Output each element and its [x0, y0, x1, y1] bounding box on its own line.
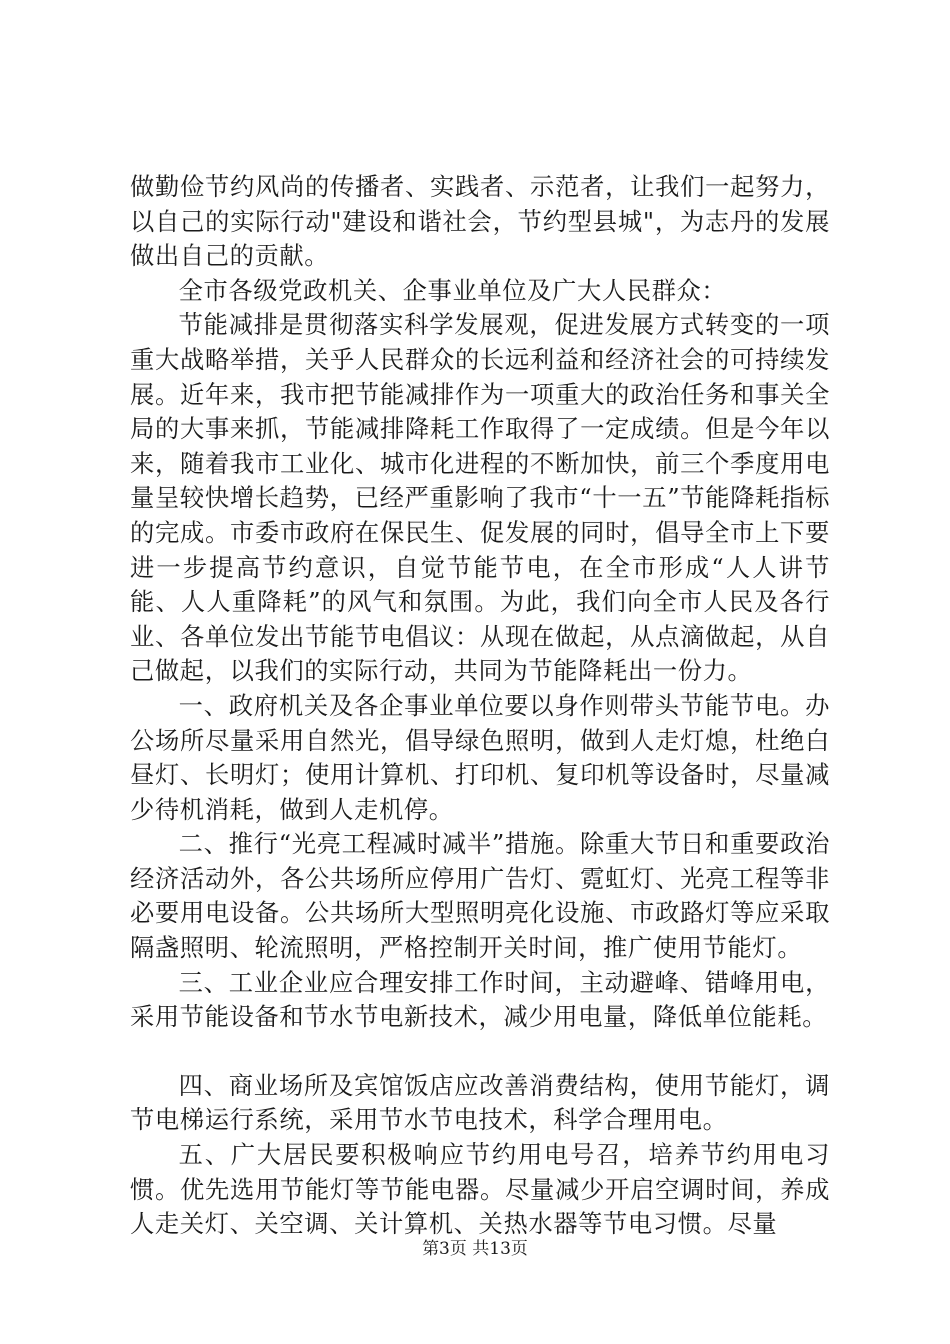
paragraph-main-proposal: 节能减排是贯彻落实科学发展观，促进发展方式转变的一项重大战略举措，关乎人民群众的长远利益和经济社会的可持续发展。近年来，我市把节能减排作为一项重大的政治任务和事关全局的大事来抓，节能减排降耗工作取得了一定成绩。但是今年以来，随着我市工业化、城市化进程的不断加快，前三个季度用电量呈较快增长趋势，已经严重影响了我市“十一五”节能降耗指标的完成。市委市政府在保民生、促发展的同时，倡导全市上下要进一步提高节约意识，自觉节能节电，在全市形成“人人讲节能、人人重降耗”的风气和氛围。为此，我们向全市人民及各行业、各单位发出节能节电倡议：从现在做起，从点滴做起，从自己做起，以我们的实际行动，共同为节能降耗出一份力。 — [130, 310, 830, 686]
paragraph-salutation: 全市各级党政机关、企事业单位及广大人民群众： — [178, 275, 727, 305]
paragraph-intro-continuation: 做勤俭节约风尚的传播者、实践者、示范者，让我们一起努力，以自己的实际行动"建设和谐社会，节约型县城"，为志丹的发展做出自己的贡献。 — [130, 172, 830, 271]
paragraph-item-1: 一、政府机关及各企事业单位要以身作则带头节能节电。办公场所尽量采用自然光，倡导绿色照明，做到人走灯熄，杜绝白昼灯、长明灯；使用计算机、打印机、复印机等设备时，尽量减少待机消耗，做到人走机停。 — [130, 690, 830, 824]
paragraph-item-4: 四、商业场所及宾馆饭店应改善消费结构，使用节能灯，调节电梯运行系统，采用节水节电技术，科学合理用电。 — [130, 1070, 830, 1135]
document-body — [130, 170, 830, 1242]
paragraph-item-5: 五、广大居民要积极响应节约用电号召，培养节约用电习惯。优先选用节能灯等节能电器。尽量减少开启空调时间，养成人走关灯、关空调、关计算机、关热水器等节电习惯。尽量 — [130, 1140, 830, 1239]
paragraph-item-2: 二、推行“光亮工程减时减半”措施。除重大节日和重要政治经济活动外，各公共场所应停用广告灯、霓虹灯、光亮工程等非必要用电设备。公共场所大型照明亮化设施、市政路灯等应采取隔盏照明、轮流照明，严格控制开关时间，推广使用节能灯。 — [130, 829, 830, 963]
page-footer: 第3页 共13页 — [422, 1239, 528, 1259]
paragraph-item-3: 三、工业企业应合理安排工作时间，主动避峰、错峰用电，采用节能设备和节水节电新技术，减少用电量，降低单位能耗。 — [130, 967, 830, 1032]
